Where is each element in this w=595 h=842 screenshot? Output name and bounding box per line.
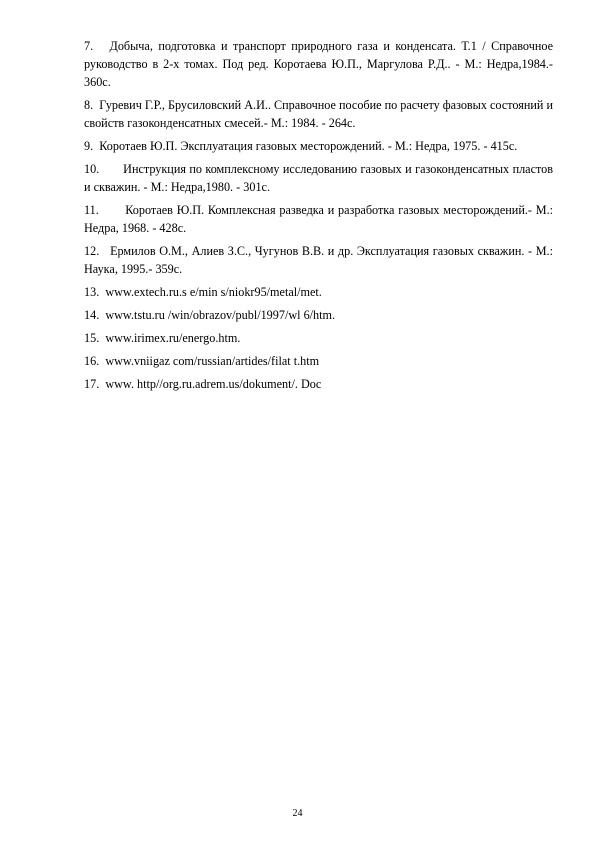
reference-link[interactable]: www. http//org.ru.adrem.us/dokument/. Doc — [105, 377, 322, 391]
reference-item — [84, 352, 553, 370]
reference-link[interactable]: www.extech.ru.s e/min s/niokr95/metal/met. — [105, 285, 322, 299]
reference-link[interactable]: www.irimex.ru/energo.htm. — [105, 331, 241, 345]
reference-number: 17. — [84, 377, 100, 391]
reference-text: Добыча, подготовка и транспорт природного газа и конденсата. Т.1 / Справочное руководство в 2-х томах. Под ред. Коротаева Ю.П., Маргулова Р.Д.. - М.: Недра,1984.- 360с. — [84, 39, 553, 89]
reference-number: 16. — [84, 354, 100, 368]
reference-item — [84, 306, 553, 324]
reference-number: 15. — [84, 331, 100, 345]
page-number: 24 — [292, 808, 303, 819]
reference-number: 12. — [84, 244, 100, 258]
reference-item — [84, 96, 553, 132]
reference-link[interactable]: www.vniigaz com/russian/artides/filat t.htm — [105, 354, 320, 368]
reference-number: 7. — [84, 39, 94, 53]
reference-number: 13. — [84, 285, 100, 299]
reference-number: 9. — [84, 139, 94, 153]
reference-item — [84, 375, 553, 393]
reference-item — [84, 283, 553, 301]
reference-text: Ермилов О.М., Алиев З.С., Чугунов В.В. и др. Эксплуатация газовых скважин. - М.: Наука, 1995.- 359с. — [84, 244, 553, 276]
reference-item — [84, 329, 553, 347]
reference-item — [84, 37, 553, 91]
reference-text: Коротаев Ю.П. Комплексная разведка и разработка газовых месторождений.- М.: Недра, 1968. - 428с. — [84, 203, 554, 235]
reference-item — [84, 201, 553, 237]
reference-number: 11. — [84, 203, 99, 217]
reference-number: 8. — [84, 98, 94, 112]
reference-link[interactable]: www.tstu.ru /win/obrazov/publ/1997/wl 6/htm. — [105, 308, 336, 322]
reference-number: 10. — [84, 162, 100, 176]
reference-text: Коротаев Ю.П. Эксплуатация газовых месторождений. - М.: Недра, 1975. - 415с. — [99, 139, 518, 153]
reference-item — [84, 160, 553, 196]
reference-list — [84, 37, 553, 398]
reference-text: Гуревич Г.Р., Брусиловский А.И.. Справочное пособие по расчету фазовых состояний и свойств газоконденсатных смесей.- М.: 1984. - 264с. — [84, 98, 554, 130]
reference-item — [84, 242, 553, 278]
reference-number: 14. — [84, 308, 100, 322]
reference-item — [84, 137, 553, 155]
reference-text: Инструкция по комплексному исследованию газовых и газоконденсатных пластов и скважин. - М.: Недра,1980. - 301с. — [84, 162, 554, 194]
